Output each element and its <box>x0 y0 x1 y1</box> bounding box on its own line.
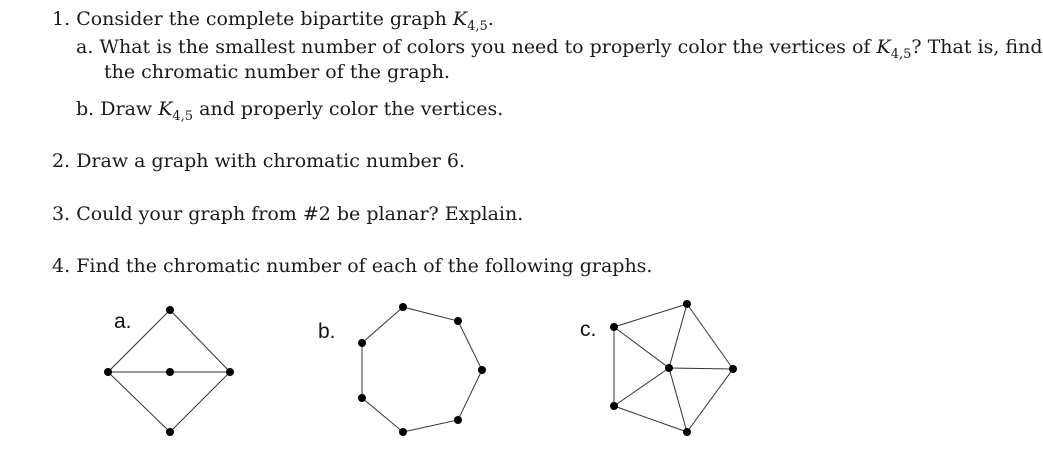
part-text-end: and properly color the vertices. <box>193 98 504 120</box>
graph-vertex <box>454 416 462 424</box>
graph-b <box>358 303 486 436</box>
graph-c <box>610 300 737 436</box>
problem-text: Find the chromatic number of each of the following graphs. <box>76 255 653 277</box>
graph-vertex <box>610 323 618 331</box>
problem-text-end: . <box>487 8 494 30</box>
graph-c-label: c. <box>580 318 597 341</box>
graph-edge <box>687 369 733 432</box>
graph-edge <box>687 304 733 369</box>
graph-vertex <box>683 300 691 308</box>
graph-edge <box>614 327 669 368</box>
problem-1a-line-2: the chromatic number of the graph. <box>104 61 450 83</box>
graph-cycle <box>362 307 482 432</box>
graph-vertex <box>454 317 462 325</box>
graph-b-label: b. <box>318 320 336 343</box>
graph-edge <box>614 406 687 432</box>
graph-vertex <box>729 365 737 373</box>
graph-vertex <box>399 303 407 311</box>
math-symbol: K <box>876 36 891 58</box>
graph-vertex <box>166 306 174 314</box>
problem-number: 2. <box>52 150 71 172</box>
math-subscript: 4,5 <box>890 47 912 62</box>
graph-vertex <box>358 339 366 347</box>
graph-edge <box>614 368 669 406</box>
math-symbol: K <box>452 8 468 30</box>
graph-vertex <box>226 368 234 376</box>
graph-edge <box>170 310 230 372</box>
graph-edge <box>108 310 170 372</box>
part-letter: a. <box>76 36 94 58</box>
graph-vertex <box>166 368 174 376</box>
graph-edge <box>108 372 170 432</box>
problem-text: Draw a graph with chromatic number 6. <box>76 150 466 172</box>
graph-vertex <box>358 394 366 402</box>
graph-vertex <box>665 364 673 372</box>
problem-number: 1. <box>52 8 71 30</box>
graph-edge <box>669 368 733 369</box>
graph-a-label: a. <box>114 310 132 333</box>
problem-number: 3. <box>52 203 71 225</box>
graph-edge <box>669 304 687 368</box>
problem-text: Could your graph from #2 be planar? Explain. <box>76 203 524 225</box>
graph-vertex <box>166 428 174 436</box>
graph-edge <box>170 372 230 432</box>
part-text-end: ? That is, find <box>911 36 1043 58</box>
graph-edge <box>614 304 687 327</box>
part-letter: b. <box>76 98 95 120</box>
graph-a <box>104 306 234 436</box>
graph-vertex <box>399 428 407 436</box>
graph-vertex <box>683 428 691 436</box>
graph-vertex <box>610 402 618 410</box>
math-subscript: 4,5 <box>467 19 488 34</box>
problem-text: Consider the complete bipartite graph <box>76 8 453 30</box>
problem-number: 4. <box>52 255 71 277</box>
graph-edge <box>669 368 687 432</box>
math-subscript: 4,5 <box>172 109 194 124</box>
graph-vertex <box>478 366 486 374</box>
math-symbol: K <box>158 98 173 120</box>
part-text: Draw <box>100 98 159 120</box>
graph-vertex <box>104 368 112 376</box>
part-text: What is the smallest number of colors you need to properly color the vertices of <box>99 36 877 58</box>
